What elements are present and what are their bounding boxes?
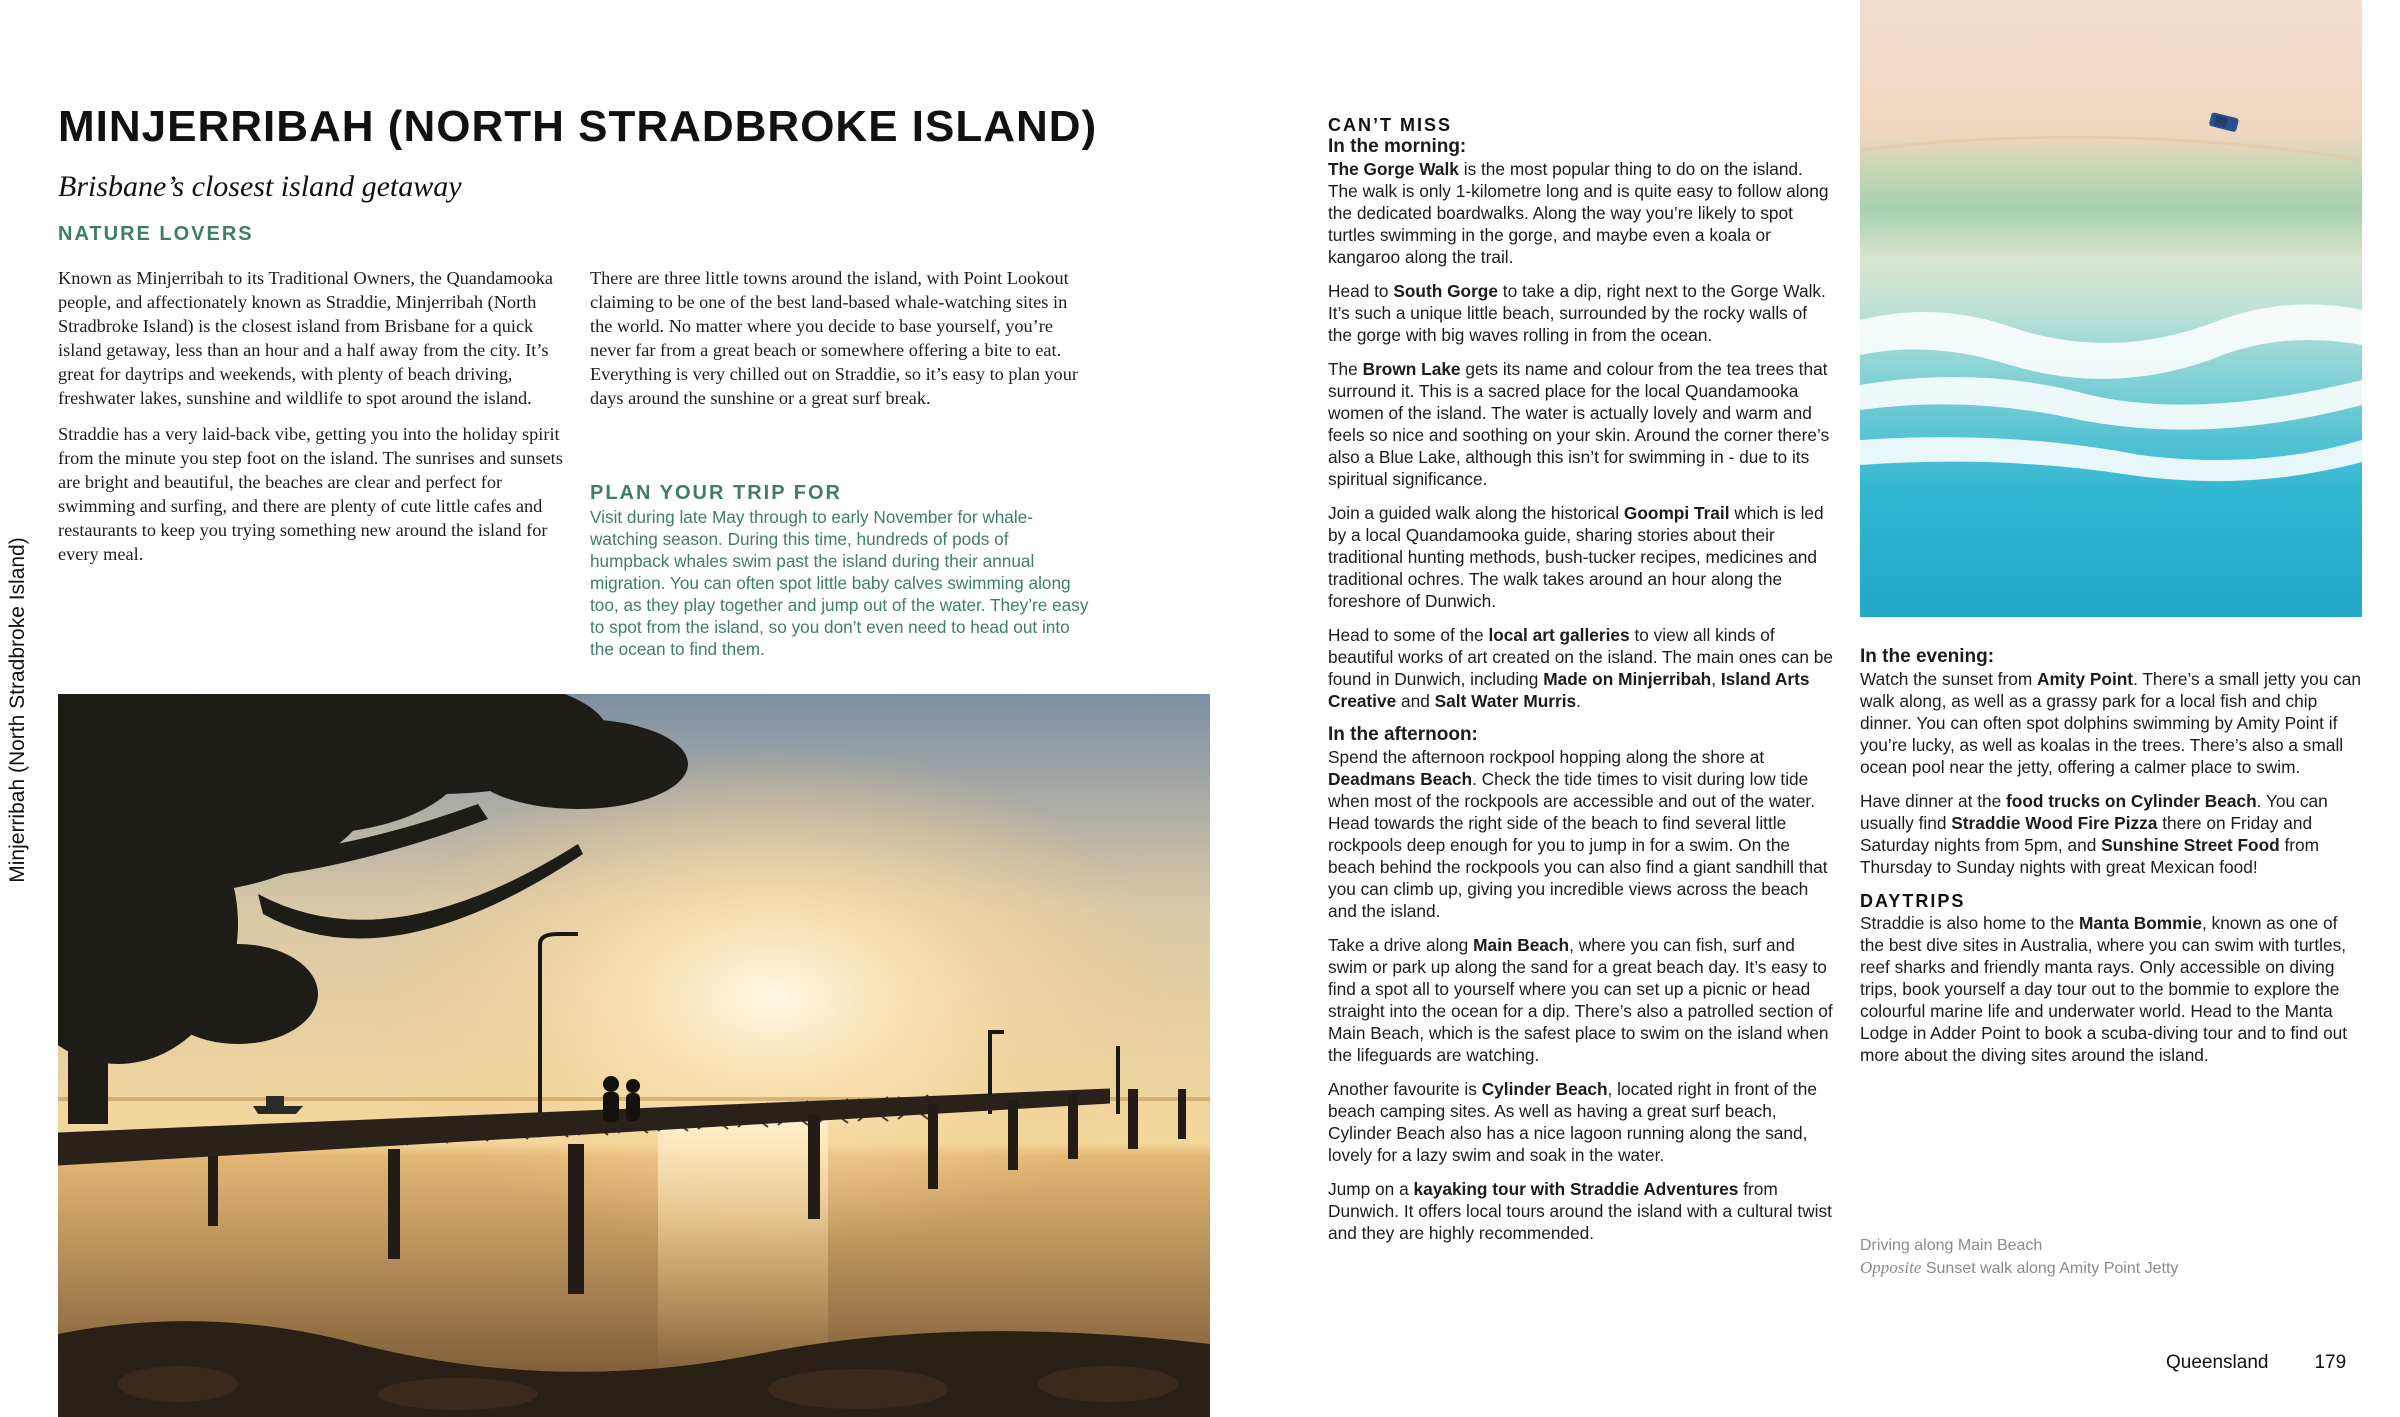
aerial-beach-photo <box>1860 0 2362 617</box>
page-title: MINJERRIBAH (NORTH STRADBROKE ISLAND) <box>58 102 1098 151</box>
afternoon-paragraph-4: Jump on a kayaking tour with Straddie Adventures from Dunwich. It offers local tours around the island with a cultural twist and they are highly recommended. <box>1328 1179 1832 1243</box>
towns-paragraph: There are three little towns around the island, with Point Lookout claiming to be one of the best land-based whale-watching sites in the world. No matter where you decide to base yourself, you’re never far from a great beach or somewhere offering a bite to eat. Everything is very chilled out on Straddie, so it’s easy to plan your days around the sunshine or a great surf break. <box>590 268 1078 408</box>
morning-heading: In the morning: <box>1328 136 1467 157</box>
towns-column <box>590 266 1090 422</box>
evening-paragraph-1: Watch the sunset from Amity Point. There’s a small jetty you can walk along, as well as a grassy park for a local fish and chip dinner. You can often spot dolphins swimming by Amity Point if you’re lucky, as well as koalas in the trees. There’s also a small ocean pool near the jetty, offering a calmer place to swim. <box>1860 669 2362 777</box>
page-folio <box>2166 1352 2346 1374</box>
evening-daytrips-column <box>1860 646 2366 1078</box>
afternoon-paragraph-1: Spend the afternoon rockpool hopping along the shore at Deadmans Beach. Check the tide times to visit during low tide when most of the rockpools are accessible and out of the water. Head towards the right side of the beach to find several little rockpools deep enough for you to jump in for a swim. On the beach behind the rockpools you can also find a giant sandhill that you can climb up, giving you incredible views across the beach and the island. <box>1328 747 1828 921</box>
plan-trip-text: Visit during late May through to early November for whale-watching season. During this time, hundreds of pods of humpback whales swim past the island during their annual migration. You can often spot little baby calves swimming along too, as they play together and jump out of the water. They’re easy to spot from the island, so you don’t even need to head out into the ocean to find them. <box>590 507 1089 659</box>
category-label: NATURE LOVERS <box>58 223 254 245</box>
evening-paragraph-2: Have dinner at the food trucks on Cylinder Beach. You can usually find Straddie Wood Fire Pizza there on Friday and Saturday nights from 5pm, and Sunshine Street Food from Thursday to Sunday nights with great Mexican food! <box>1860 791 2328 877</box>
afternoon-heading: In the afternoon: <box>1328 724 1478 745</box>
intro-paragraph-2: Straddie has a very laid-back vibe, getting you into the holiday spirit from the minute you step foot on the island. The sunrises and sunsets are bright and beautiful, the beaches are clear and perfect for swimming and surfing, and there are plenty of cute little cafes and restaurants to keep you trying something new around the island for every meal. <box>58 424 563 564</box>
evening-heading: In the evening: <box>1860 646 1995 667</box>
cant-miss-column <box>1328 114 1834 1256</box>
daytrips-heading: DAYTRIPS <box>1860 891 1966 911</box>
afternoon-paragraph-3: Another favourite is Cylinder Beach, located right in front of the beach camping sites. As well as having a great surf beach, Cylinder Beach also has a nice lagoon running along the sand, lovely for a lazy swim and soak in the water. <box>1328 1079 1817 1165</box>
page-number: 179 <box>2314 1352 2347 1373</box>
cant-miss-heading: CAN’T MISS <box>1328 115 1453 135</box>
daytrips-paragraph: Straddie is also home to the Manta Bommie, known as one of the best dive sites in Australia, where you can swim with turtles, reef sharks and friendly manta rays. Only accessible on diving trips, book yourself a day tour out to the bommie to explore the colourful marine life and underwater world. Head to the Manta Lodge in Adder Point to book a scuba-diving tour and to find out more about the diving sites around the island. <box>1860 913 2348 1065</box>
page-subtitle: Brisbane’s closest island getaway <box>58 170 462 203</box>
plan-trip-heading: PLAN YOUR TRIP FOR <box>590 482 842 504</box>
intro-column <box>58 266 566 578</box>
afternoon-paragraph-2: Take a drive along Main Beach, where you can fish, surf and swim or park up along the sand for a great beach day. It’s easy to find a spot all to yourself where you can set up a picnic or head straight into the ocean for a dip. There’s also a patrolled section of Main Beach, which is the safest place to swim on the island when the lifeguards are watching. <box>1328 935 1833 1065</box>
running-side-label: Minjerribah (North Stradbroke Island) <box>6 537 29 883</box>
folio-section: Queensland <box>2166 1352 2269 1373</box>
morning-paragraph-2: Head to South Gorge to take a dip, right next to the Gorge Walk. It’s such a unique little beach, surrounded by the rocky walls of the gorge with big waves rolling in from the ocean. <box>1328 281 1826 345</box>
morning-paragraph-4: Join a guided walk along the historical Goompi Trail which is led by a local Quandamooka guide, sharing stories about their traditional hunting methods, bush-tucker recipes, medicines and traditional ochres. The walk takes around an hour along the foreshore of Dunwich. <box>1328 503 1824 611</box>
morning-paragraph-1: The Gorge Walk is the most popular thing to do on the island. The walk is only 1-kilometre long and is quite easy to follow along the dedicated boardwalks. Along the way you’re likely to spot turtles swimming in the gorge, and maybe even a koala or kangaroo along the trail. <box>1328 159 1829 267</box>
caption-jetty: Opposite Sunset walk along Amity Point Jetty <box>1860 1258 2179 1277</box>
intro-paragraph-1: Known as Minjerribah to its Traditional Owners, the Quandamooka people, and affectionately known as Straddie, Minjerribah (North Stradbroke Island) is the closest island from Brisbane for a quick island getaway, less than an hour and a half away from the city. It’s great for daytrips and weekends, with plenty of beach driving, freshwater lakes, sunshine and wildlife to spot around the island. <box>58 268 554 408</box>
morning-paragraph-5: Head to some of the local art galleries to view all kinds of beautiful works of art created on the island. The main ones can be found in Dunwich, including Made on Minjerribah, Island Arts Creative and Salt Water Murris. <box>1328 625 1833 711</box>
photo-captions <box>1860 1235 2178 1280</box>
jetty-sunset-photo <box>58 694 1210 1417</box>
morning-paragraph-3: The Brown Lake gets its name and colour from the tea trees that surround it. This is a sacred place for the local Quandamooka women of the island. The water is actually lovely and warm and feels so nice and soothing on your skin. Around the corner there’s also a Blue Lake, although this isn’t for swimming in - due to its spiritual significance. <box>1328 359 1830 489</box>
caption-main-beach: Driving along Main Beach <box>1860 1237 2043 1254</box>
